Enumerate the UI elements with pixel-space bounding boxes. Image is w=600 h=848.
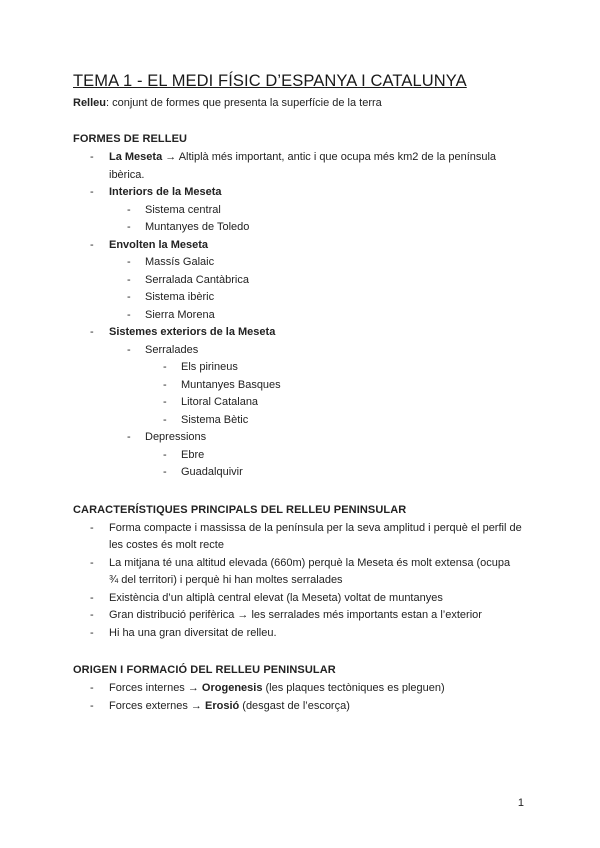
list-item-text: Serralada Cantàbrica: [145, 273, 249, 286]
list-item: [73, 219, 543, 237]
list-item: [73, 698, 543, 716]
bullet-dash: -: [163, 361, 167, 373]
bullet-dash: -: [163, 448, 167, 461]
section-heading-origen: ORIGEN I FORMACIÓ DEL RELLEU PENINSULAR: [73, 664, 336, 676]
bullet-dash: -: [127, 256, 131, 268]
bullet-dash: -: [90, 521, 94, 534]
list-item-text-cont: ¾ del territori) i perquè hi han moltes serralades: [109, 574, 343, 586]
list-item: [73, 447, 543, 465]
list-item-text-cont: les costes és molt recte: [109, 539, 224, 551]
bullet-dash: -: [90, 682, 94, 694]
erosio-term: Erosió: [204, 699, 240, 712]
relleu-definition: [73, 97, 543, 109]
list-item-text: Gran distribució perifèrica → les serralades més importants estan a l’exterior: [109, 609, 482, 621]
list-item: [73, 254, 543, 272]
bullet-dash: -: [163, 466, 167, 478]
list-item-meseta: [73, 149, 543, 184]
bullet-dash: -: [90, 591, 94, 604]
list-item: [73, 202, 543, 220]
list-item-text: Sierra Morena: [145, 308, 215, 321]
meseta-text-cont: ibèrica.: [109, 168, 145, 181]
list-item: [73, 377, 543, 395]
document-page: [73, 72, 543, 715]
section-heading-formes: FORMES DE RELLEU: [73, 133, 188, 145]
interiors-label: Interiors de la Meseta: [109, 186, 222, 198]
list-item-text: Sistema ibèric: [145, 291, 215, 303]
list-item-exteriors: [73, 324, 543, 342]
list-item-envolten: [73, 237, 543, 255]
list-item: [73, 625, 543, 643]
bullet-dash: -: [127, 431, 131, 443]
page-number: 1: [517, 797, 524, 809]
section-heading-caracteristiques: CARACTERÍSTIQUES PRINCIPALS DEL RELLEU PENINSULAR: [73, 503, 407, 516]
bullet-dash: -: [127, 273, 131, 286]
list-item: [73, 520, 543, 555]
section-gap: [73, 482, 543, 504]
list-item-text: Muntanyes Basques: [181, 378, 281, 391]
meseta-term: La Meseta: [109, 151, 163, 163]
list-item: [73, 555, 543, 590]
meseta-text: → Altiplà més important, antic i que ocupa més km2 de la península: [162, 151, 497, 163]
envolten-label: Envolten la Meseta: [109, 238, 209, 251]
bullet-dash: -: [127, 308, 131, 321]
list-item-text: Forces internes →: [109, 682, 202, 694]
bullet-dash: -: [90, 609, 94, 621]
bullet-dash: -: [90, 186, 94, 198]
bullet-dash: -: [163, 378, 167, 391]
list-item: [73, 590, 543, 608]
list-item-text: Depressions: [145, 431, 207, 443]
list-item-text: Ebre: [181, 448, 205, 461]
section-gap: [73, 642, 543, 664]
bullet-dash: -: [90, 326, 94, 338]
bullet-dash: -: [90, 626, 94, 639]
list-item-text: La mitjana té una altitud elevada (660m) perquè la Meseta és molt extensa (ocupa: [109, 556, 511, 569]
list-item: [73, 359, 543, 377]
bullet-dash: -: [127, 221, 131, 233]
list-item: [73, 412, 543, 430]
list-item-text: Hi ha una gran diversitat de relleu.: [109, 626, 277, 639]
list-item-depressions: [73, 429, 543, 447]
list-item-text: Existència d’un altiplà central elevat (la Meseta) voltat de muntanyes: [109, 591, 443, 604]
list-item-text: Sistema Bètic: [181, 413, 249, 426]
list-item-text: Litoral Catalana: [181, 396, 259, 408]
bullet-dash: -: [127, 203, 131, 216]
bullet-dash: -: [163, 413, 167, 426]
bullet-dash: -: [127, 343, 131, 356]
list-item-text: Guadalquivir: [181, 466, 243, 478]
list-item-text: Forma compacte i massissa de la península per la seva amplitud i perquè el perfil de: [109, 521, 522, 534]
bullet-dash: -: [163, 396, 167, 408]
caracteristiques-list: [73, 520, 543, 643]
list-item-serralades: [73, 342, 543, 360]
list-item-text: (desgast de l’escorça): [239, 699, 350, 712]
list-item: [73, 394, 543, 412]
definition-term: Relleu: [73, 97, 107, 109]
list-item-text: Forces externes →: [109, 699, 205, 712]
formes-list: [73, 149, 543, 482]
bullet-dash: -: [90, 151, 94, 163]
list-item-text: Els pirineus: [181, 361, 238, 373]
bullet-dash: -: [127, 291, 131, 303]
orogenesis-term: Orogenesis: [201, 682, 263, 694]
exteriors-label: Sistemes exteriors de la Meseta: [109, 326, 276, 338]
bullet-dash: -: [90, 238, 94, 251]
list-item-text: Sistema central: [145, 203, 221, 216]
list-item: [73, 607, 543, 625]
list-item: [73, 464, 543, 482]
definition-text: : conjunt de formes que presenta la superfície de la terra: [106, 97, 382, 109]
list-item: [73, 680, 543, 698]
list-item-text: Serralades: [145, 343, 199, 356]
list-item: [73, 307, 543, 325]
list-item-interiors: [73, 184, 543, 202]
list-item-text: (les plaques tectòniques es pleguen): [262, 682, 445, 694]
origen-list: [73, 680, 543, 715]
list-item-text: Massís Galaic: [145, 256, 215, 268]
bullet-dash: -: [90, 699, 94, 712]
bullet-dash: -: [90, 556, 94, 569]
list-item: [73, 289, 543, 307]
page-title: TEMA 1 - EL MEDI FÍSIC D’ESPANYA I CATALUNYA: [73, 72, 467, 90]
list-item: [73, 272, 543, 290]
list-item-text: Muntanyes de Toledo: [145, 221, 250, 233]
